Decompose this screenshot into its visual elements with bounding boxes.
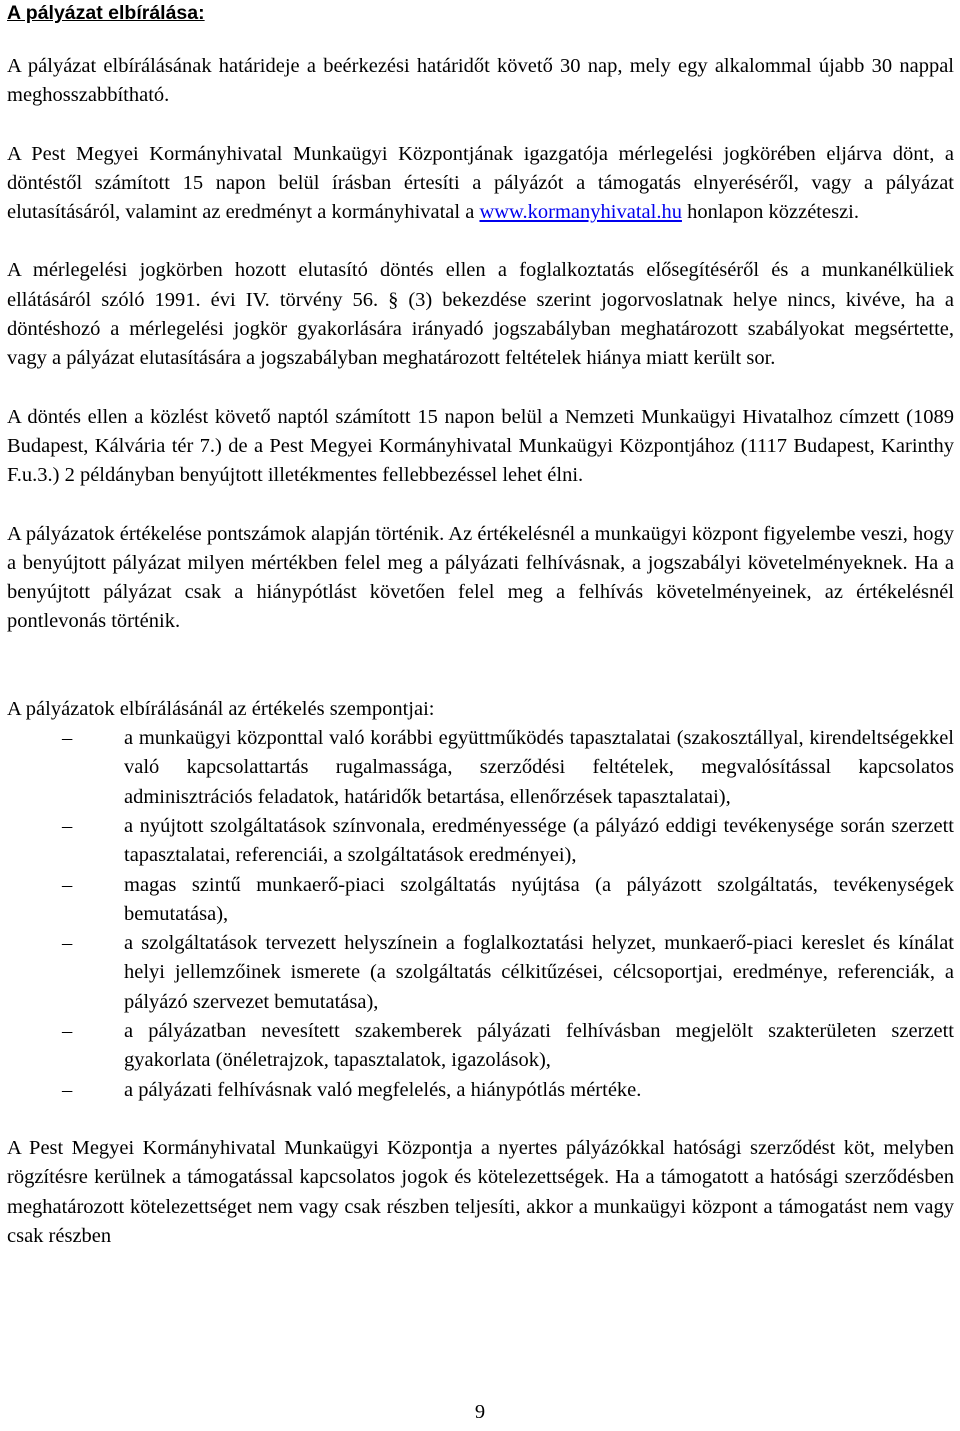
- paragraph-legal-remedy: A mérlegelési jogkörben hozott elutasító döntés ellen a foglalkoztatás elősegítéséről és a munkanélküliek ellátásáról szóló 1991. évi IV. törvény 56. § (3) bekezdése szerint jogorvoslatnak helye nincs, kivéve, ha a döntéshozó a mérlegelési jogkör gyakorlására irányadó jogszabályban meghatározott szabályokat megsértette, vagy a pályázat elutasítására a jogszabályban meghatározott feltételek hiánya miatt került sor.: [7, 259, 954, 370]
- paragraph-decision-text: A Pest Megyei Kormányhivatal Munkaügyi Központjának igazgatója mérlegelési jogkörében eljárva dönt, a döntéstől számított 15 napon belül írásban értesíti a pályázót a támogatás elnyeréséről, vagy a pályázat elutasításáról, valamint az eredményt a kormányhivatal a: [7, 142, 954, 224]
- dash-bullet-icon: –: [62, 932, 73, 955]
- criteria-item-text: magas szintű munkaerő-piaci szolgáltatás nyújtása (a pályázott szolgáltatás, tevékenységek bemutatása),: [124, 873, 954, 925]
- paragraph-contract: A Pest Megyei Kormányhivatal Munkaügyi Központja a nyertes pályázókkal hatósági szerződést köt, melyben rögzítésre kerülnek a támogatással kapcsolatos jogok és kötelezettségek. Ha a támogatott a hatósági szerződésben meghatározott kötelezettséget nem vagy csak részben teljesíti, akkor a munkaügyi központ a támogatást nem vagy csak részben: [7, 1136, 954, 1247]
- criteria-intro: A pályázatok elbírálásánál az értékelés szempontjai:: [7, 697, 435, 720]
- paragraph-decision-tail: honlapon közzéteszi.: [681, 201, 859, 224]
- dash-bullet-icon: –: [62, 1078, 73, 1101]
- paragraph-evaluation: A pályázatok értékelése pontszámok alapján történik. Az értékelésnél a munkaügyi központ figyelembe veszi, hogy a benyújtott pályázat milyen mértékben felel meg a pályázati felhívásnak, a jogszabályi követelményeknek. Ha a benyújtott pályázat csak a hiánypótlást követően felel meg a felhívás követelményeinek, az értékelésnél pontlevonás történik.: [7, 522, 954, 633]
- dash-bullet-icon: –: [62, 1020, 73, 1043]
- page-number: 9: [474, 1401, 486, 1423]
- criteria-item: [7, 724, 954, 812]
- paragraph-deadline: A pályázat elbírálásának határideje a beérkezési határidőt követő 30 nap, mely egy alkalommal újabb 30 nappal meghosszabbítható.: [7, 55, 954, 107]
- criteria-item: [7, 871, 954, 930]
- dash-bullet-icon: –: [62, 814, 73, 837]
- criteria-item-text: a nyújtott szolgáltatások színvonala, eredményessége (a pályázó eddigi tevékenysége során szerzett tapasztalatai, referenciái, a szolgáltatások eredményei),: [124, 814, 954, 867]
- criteria-list: [7, 724, 954, 1105]
- criteria-item-text: a pályázati felhívásnak való megfelelés, a hiánypótlás mértéke.: [124, 1078, 642, 1101]
- criteria-item: [7, 1017, 954, 1076]
- kormanyhivatal-link[interactable]: www.kormanyhivatal.hu: [479, 201, 682, 224]
- criteria-item: [7, 1076, 954, 1105]
- paragraph-appeal: A döntés ellen a közlést követő naptól számított 15 napon belül a Nemzeti Munkaügyi Hivatalhoz címzett (1089 Budapest, Kálvária tér 7.) de a Pest Megyei Kormányhivatal Munkaügyi Központjához (1117 Budapest, Karinthy F.u.3.) 2 példányban benyújtott illetékmentes fellebbezéssel lehet élni.: [7, 405, 954, 487]
- criteria-item-text: a szolgáltatások tervezett helyszínein a foglalkoztatási helyzet, munkaerő-piaci kereslet és kínálat helyi jellemzőinek ismerete (a szolgáltatás célkitűzései, célcsoportjai, eredménye, referenciák, a pályázó szervezet bemutatása),: [124, 932, 954, 1013]
- document-page: [7, 0, 954, 1251]
- criteria-item-text: a munkaügyi központtal való korábbi együttműködés tapasztalatai (szakosztállyal, kirendeltségekkel való kapcsolattartás rugalmassága, szerződési feltételek, megvalósítással kapcsolatos adminisztrációs feladatok, határidők betartása, ellenőrzések tapasztalatai),: [124, 727, 954, 808]
- paragraph-decision: [7, 140, 954, 228]
- criteria-item: [7, 929, 954, 1017]
- dash-bullet-icon: –: [62, 873, 73, 896]
- dash-bullet-icon: –: [62, 727, 73, 750]
- section-heading: A pályázat elbírálása:: [7, 2, 205, 24]
- criteria-item-text: a pályázatban nevesített szakemberek pályázati felhívásban megjelölt szakterületen szerzett gyakorlata (önéletrajzok, tapasztalatok, igazolások),: [124, 1020, 954, 1072]
- criteria-item: [7, 812, 954, 871]
